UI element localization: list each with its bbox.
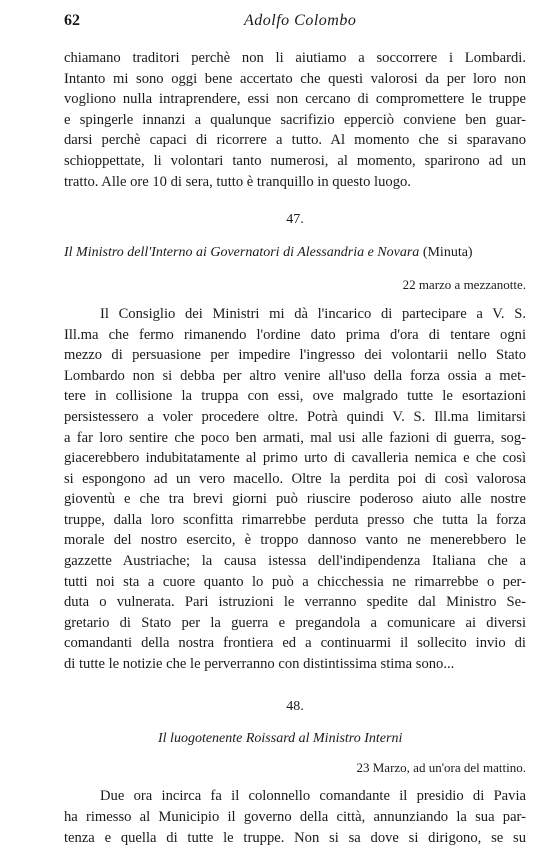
document-title-47-text: Il Ministro dell'Interno ai Governatori di Alessandria e Novara [64,244,420,260]
document-title-47-note: (Minuta) [422,244,473,260]
text-line: vogliono nulla intraprendere, essi non cercano di compromettere le truppe [64,91,526,108]
document-title-48: Il luogotenente Roissard al Ministro Interni [158,731,403,747]
text-line: duta o vulnerata. Pari istruzioni le verranno spedite dal Ministro Se- [64,594,526,611]
text-line: ha rimesso al Municipio il governo della città, annunziando la sua par- [64,809,526,825]
text-line: Lombardo non si debba per altro venire all'uso della forza ossia a met- [64,367,526,384]
text-line: comandanti della nostra frontiera ed a continuarmi il sollecito invio di [64,635,526,652]
text-line: e spingerle innanzi a qualunque sacrifizio epperciò conviene ben guar- [64,111,526,128]
text-line: gazzette Austriache; la causa istessa dell'indipendenza Italiana che a [64,553,526,570]
text-line: giacerebbero indubitatamente al primo urto di cavalleria nemica e che così [64,450,526,467]
text-line: tenza e quella di tutte le truppe. Non si sa dove si dirigono, se su [64,829,526,846]
page-header [64,12,530,36]
text-line: truppe, dalla loro sconfitta rimarrebbe perduta presso che tutta la forza [64,511,526,528]
text-line: tutti noi sta a cuore quanto lo può a chicchessia ne rimarrebbe o per- [64,573,526,590]
text-line: mezzo di persuasione per impedire l'ingresso dei volontarii nello Stato [64,347,526,364]
page-number: 62 [64,12,80,29]
document-number-47: 47. [286,212,304,228]
text-line: persistessero a voler procedere oltre. Potrà quindi V. S. Ill.ma limitarsi [64,408,526,425]
top-paragraph [64,48,526,192]
text-line: tratto. Alle ore 10 di sera, tutto è tranquillo in questo luogo. [64,173,411,190]
text-line: schioppettate, li volontari tanto numerosi, al momento, sparirono ad un [64,152,526,169]
document-body-47 [64,304,526,675]
text-line: gioventù e che tra brevi giorni può riuscire poderoso aiuto alle nostre [64,491,526,508]
text-line: darsi perchè capaci di ricorrere a tutto. Al momento che si sparavano [64,132,526,149]
document-date-47: 22 marzo a mezzanotte. [402,277,526,293]
document-date-48: 23 Marzo, ad un'ora del mattino. [356,759,526,775]
text-line: di tutte le notizie che le perverranno con distintissima stima sono... [64,656,455,673]
text-line: gretario di Stato per la guerra e pregandola a comunicare ai diversi [64,614,526,631]
text-line: a far loro sentire che poco ben armati, mal usi alle fazioni di guerra, sog- [64,429,526,446]
page-content [64,48,526,848]
text-line: tere in collisione la truppa con essi, ove malgrado tutte le esortazioni [64,388,526,405]
text-line: Due ora incirca fa il colonnello comandante il presidio di Pavia [100,788,526,805]
text-line: Il Consiglio dei Ministri mi dà l'incarico di partecipare a V. S. [100,305,526,322]
document-number-48: 48. [286,698,304,714]
text-line: Ill.ma che fermo rimanendo l'ordine dato prima d'ora di tentare ogni [64,326,526,343]
text-line: chiamano traditori perchè non li aiutiamo a soccorrere i Lombardi. [64,50,526,66]
running-title: Adolfo Colombo [244,12,357,29]
text-line: morale del nostro esercito, è troppo dannoso vanto ne menerebbero le [64,532,526,549]
text-line: si espongono ad un vero macello. Oltre la perdita poi di così valorosa [64,470,526,487]
document-body-48 [64,786,526,848]
document-title-47 [64,243,526,264]
text-line: Intanto mi sono oggi bene accertato che questi valorosi da per loro non [64,70,526,87]
